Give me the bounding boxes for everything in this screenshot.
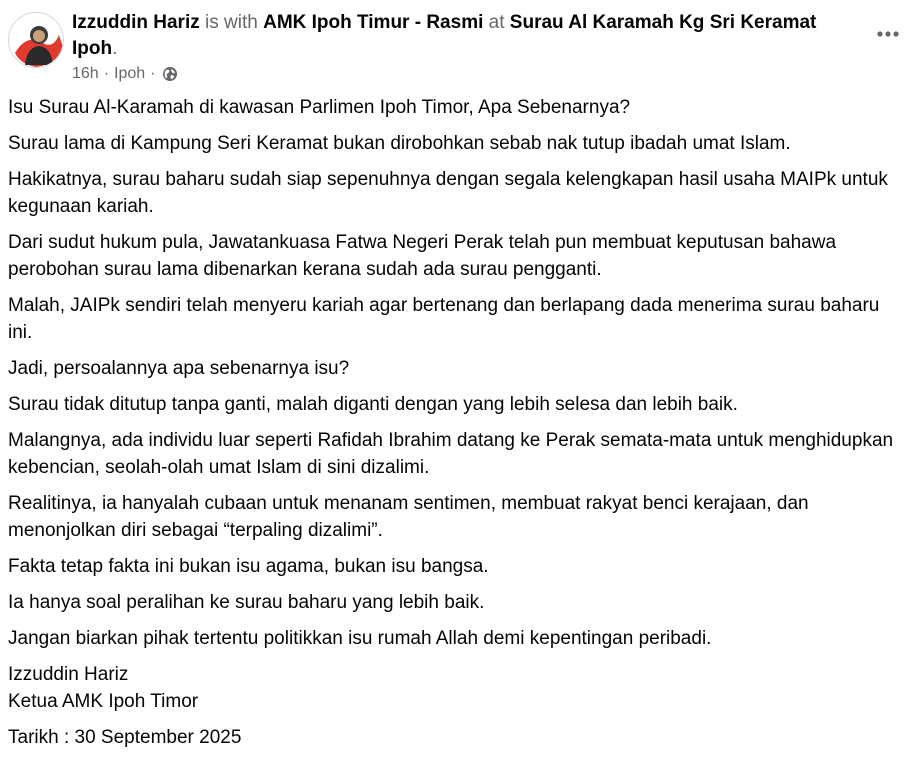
post-paragraph: Ia hanya soal peralihan ke surau baharu yang lebih baik. [8, 592, 485, 613]
avatar[interactable] [8, 12, 64, 68]
signature-name: Izzuddin Hariz [8, 664, 129, 685]
with-text: is with [205, 12, 258, 33]
post-header-text [72, 10, 852, 84]
post-paragraph: Jangan biarkan pihak tertentu politikkan isu rumah Allah demi kepentingan peribadi. [8, 628, 712, 649]
post-timestamp[interactable]: 16h [72, 65, 99, 82]
signature-title: Ketua AMK Ipoh Timor [8, 691, 199, 712]
meta-separator: · [150, 65, 156, 82]
more-options-button[interactable] [868, 20, 908, 48]
post-body [8, 94, 908, 760]
post-paragraph: Hakikatnya, surau baharu sudah siap sepenuhnya dengan segala kelengkapan hasil usaha MAIPk untuk kegunaan kariah. [8, 169, 888, 217]
more-horizontal-icon [876, 30, 900, 38]
avatar-image [9, 13, 64, 68]
title-period: . [112, 38, 118, 59]
at-text: at [488, 12, 505, 33]
author-name[interactable]: Izzuddin Hariz [72, 12, 200, 33]
post-meta [72, 64, 852, 84]
post-paragraph: Malangnya, ada individu luar seperti Rafidah Ibrahim datang ke Perak semata-mata untuk menghidupkan kebencian, seolah-olah umat Islam di sini dizalimi. [8, 430, 894, 478]
check-in-place[interactable]: Surau Al Karamah Kg Sri Keramat Ipoh [72, 12, 817, 59]
post-paragraph: Surau lama di Kampung Seri Keramat bukan dirobohkan sebab nak tutup ibadah umat Islam. [8, 133, 791, 154]
post-signature [8, 661, 908, 715]
tagged-page[interactable]: AMK Ipoh Timur - Rasmi [263, 12, 484, 33]
post-title-line [72, 10, 852, 62]
post-paragraph: Dari sudut hukum pula, Jawatankuasa Fatwa Negeri Perak telah pun membuat keputusan bahawa perobohan surau lama dibenarkan kerana sudah ada surau pengganti. [8, 232, 837, 280]
post-paragraph: Jadi, persoalannya apa sebenarnya isu? [8, 358, 350, 379]
post-paragraph: Realitinya, ia hanyalah cubaan untuk menanam sentimen, membuat rakyat benci kerajaan, dan menonjolkan diri sebagai “terpaling dizalimi”. [8, 493, 809, 541]
post-paragraph: Fakta tetap fakta ini bukan isu agama, bukan isu bangsa. [8, 556, 489, 577]
post-location: Ipoh [114, 65, 146, 82]
globe-icon[interactable] [162, 66, 178, 82]
post-date: Tarikh : 30 September 2025 [8, 727, 242, 748]
post-paragraph: Malah, JAIPk sendiri telah menyeru kariah agar bertenang dan berlapang dada menerima surau baharu ini. [8, 295, 880, 343]
post-paragraph: Isu Surau Al-Karamah di kawasan Parlimen Ipoh Timor, Apa Sebenarnya? [8, 97, 631, 118]
meta-separator: · [103, 65, 110, 82]
post-header [8, 10, 908, 88]
post-paragraph: Surau tidak ditutup tanpa ganti, malah diganti dengan yang lebih selesa dan lebih baik. [8, 394, 738, 415]
